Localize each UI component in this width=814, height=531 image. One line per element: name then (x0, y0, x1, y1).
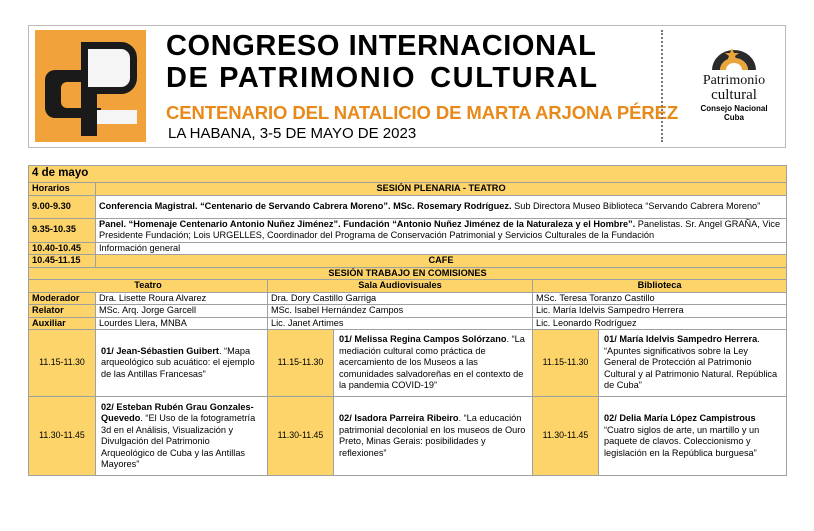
patrimonio-arch-icon (708, 46, 760, 72)
role-value: Lourdes Llera, MNBA (96, 317, 268, 330)
slot-time: 11.15-11.30 (29, 330, 96, 397)
horarios-label: Horarios (29, 183, 96, 196)
role-value: Lic. María Idelvis Sampedro Herrera (533, 305, 787, 318)
room-sala-audiovisuales: Sala Audiovisuales (268, 280, 533, 293)
presentation: 01/ María Idelvis Sampedro Herrera. “Apuntes significativos sobre la Ley General de Protección al Patrimonio Cultural y al Patrimonio Natural. República de Cuba” (599, 330, 787, 397)
congress-title-line1: CONGRESO INTERNACIONAL (166, 30, 597, 62)
role-value: MSc. Teresa Toranzo Castillo (533, 292, 787, 305)
commissions-title: SESIÓN TRABAJO EN COMISIONES (29, 267, 787, 280)
role-value: MSc. Arq. Jorge Garcell (96, 305, 268, 318)
presentation: 02/ Delia María López Campistrous “Cuatro siglos de arte, un martillo y un paquete de clavos. Coleccionismo y legislación en la República burguesa” (599, 397, 787, 476)
role-value: Lic. Janet Artimes (268, 317, 533, 330)
presentation: 01/ Melissa Regina Campos Solórzano. “La mediación cultural como práctica de acercamiento de los Museos a las comunidades salvadoreñas en el contexto de la pandemia COVID-19” (334, 330, 533, 397)
presentation: 02/ Esteban Rubén Grau Gonzales-Quevedo. “El Uso de la fotogrametría 3d en el Análisis, Visualización y Divulgación del Patrimonio Arqueológico de Cuba y las Antillas Mayores” (96, 397, 268, 476)
plenary-session-title: SESIÓN PLENARIA - TEATRO (96, 183, 787, 196)
slot-time: 11.15-11.30 (533, 330, 599, 397)
coffee-break: CAFE (96, 255, 787, 268)
room-biblioteca: Biblioteca (533, 280, 787, 293)
congress-logo (35, 30, 146, 142)
slot-time: 11.15-11.30 (268, 330, 334, 397)
role-label: Relator (29, 305, 96, 318)
org-logo-line4: Cuba (724, 113, 744, 122)
slot-time: 11.30-11.45 (29, 397, 96, 476)
role-value: MSc. Isabel Hernández Campos (268, 305, 533, 318)
congress-title-line2: DE PATRIMONIO CULTURAL (166, 62, 599, 94)
role-value: Dra. Dory Castillo Garriga (268, 292, 533, 305)
role-label: Moderador (29, 292, 96, 305)
plenary-item: Información general (96, 242, 787, 255)
day-header: 4 de mayo (29, 166, 787, 183)
presentation: 01/ Jean-Sébastien Guibert. “Mapa arqueológico sub acuático: el ejemplo de las Antillas Francesas” (96, 330, 268, 397)
room-teatro: Teatro (29, 280, 268, 293)
slot-time: 11.30-11.45 (268, 397, 334, 476)
presentation: 02/ Isadora Parreira Ribeiro. “La educación patrimonial decolonial en los museos de Ouro Preto, Minas Gerais: posibilidades y reflexiones” (334, 397, 533, 476)
header-divider (661, 30, 663, 142)
org-logo-line3: Consejo Nacional (700, 104, 768, 113)
congress-header (28, 25, 786, 148)
time-cell: 10.45-11.15 (29, 255, 96, 268)
time-cell: 9.00-9.30 (29, 195, 96, 218)
role-label: Auxiliar (29, 317, 96, 330)
plenary-item: Conferencia Magistral. “Centenario de Servando Cabrera Moreno”. MSc. Rosemary Rodríguez. Sub Directora Museo Biblioteca “Servando Cabrera Moreno” (96, 195, 787, 218)
time-cell: 9.35-10.35 (29, 218, 96, 242)
slot-time: 11.30-11.45 (533, 397, 599, 476)
org-logo-line1: Patrimonio (702, 73, 766, 88)
congress-dates: LA HABANA, 3-5 DE MAYO DE 2023 (168, 125, 417, 142)
role-value: Lic. Leonardo Rodríguez (533, 317, 787, 330)
org-logo-line2: cultural (711, 87, 757, 103)
congress-subtitle: CENTENARIO DEL NATALICIO DE MARTA ARJONA PÉREZ (166, 102, 679, 123)
patrimonio-cultural-logo (689, 46, 779, 142)
program-table (28, 165, 787, 476)
role-value: Dra. Lisette Roura Alvarez (96, 292, 268, 305)
time-cell: 10.40-10.45 (29, 242, 96, 255)
plenary-item: Panel. “Homenaje Centenario Antonio Nuñez Jiménez”. Fundación “Antonio Nuñez Jiménez de la Naturaleza y el Hombre”. Panelistas. Sr. Angel GRAÑA, Vice Presidente Fundación; Lois URGELLES, Coordinador del Programa de Conservación Patrimonial y Servicios Culturales de la Fundación (96, 218, 787, 242)
